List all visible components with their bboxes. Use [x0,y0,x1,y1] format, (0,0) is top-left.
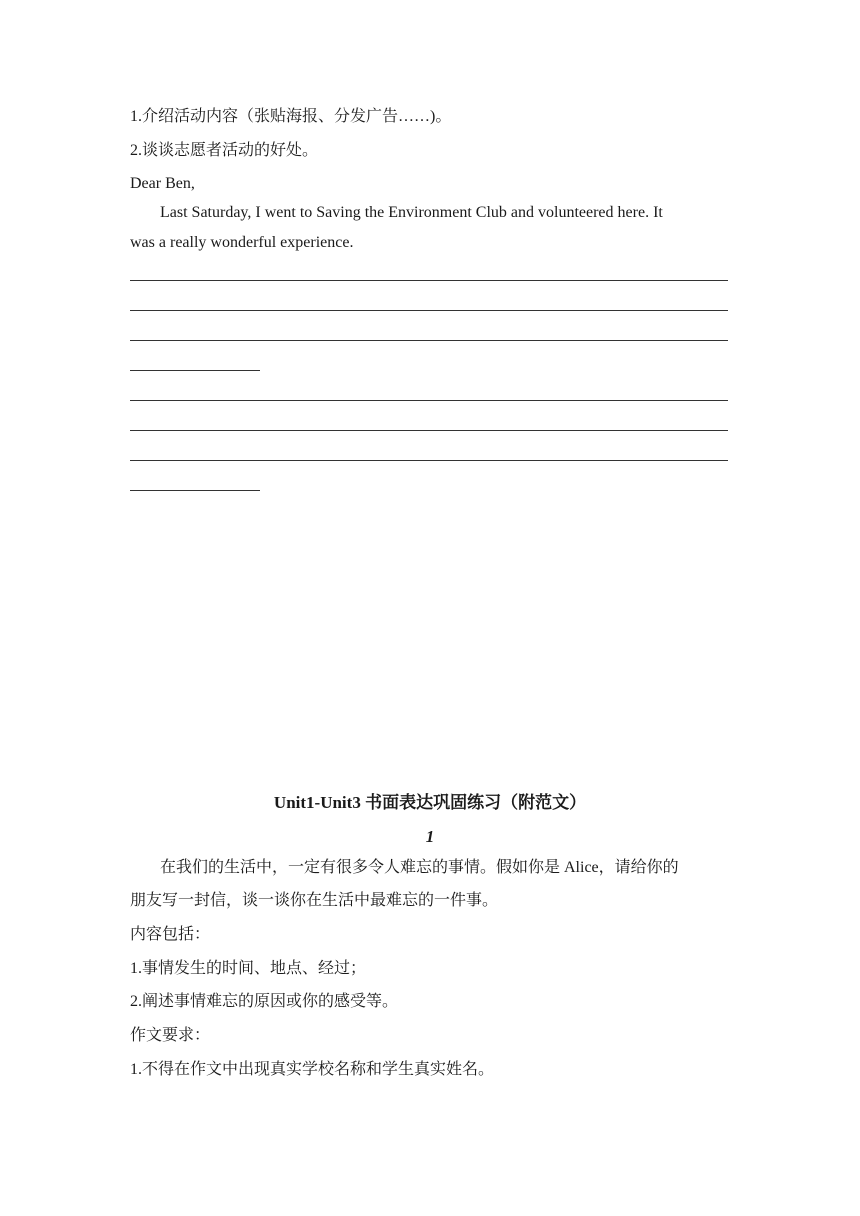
requirements-heading: 作文要求： [130,1027,211,1044]
writing-line [130,280,728,281]
writing-line-short [130,370,260,371]
point-2: 2.谈谈志愿者活动的好处。 [130,142,319,159]
salutation: Dear Ben, [130,175,195,192]
writing-line [130,460,728,461]
content-point-1: 1.事情发生的时间、地点、经过； [130,960,367,977]
writing-line [130,340,728,341]
exercise-number: 1 [425,827,435,846]
requirement-1: 1.不得在作文中出现真实学校名称和学生真实姓名。 [130,1061,495,1078]
writing-line-short [130,490,260,491]
writing-line [130,400,728,401]
content-heading: 内容包括： [130,926,211,943]
prompt-line-1: 在我们的生活中，一定有很多令人难忘的事情。假如你是 Alice，请给你的 [160,859,679,876]
opening-line-2: was a really wonderful experience. [130,234,354,251]
writing-line [130,430,728,431]
content-point-2: 2.阐述事情难忘的原因或你的感受等。 [130,993,399,1010]
opening-line-1: Last Saturday, I went to Saving the Environment Club and volunteered here. It [160,204,663,221]
section-title: Unit1-Unit3 书面表达巩固练习（附范文） [273,793,587,812]
writing-line [130,310,728,311]
point-1: 1.介绍活动内容（张贴海报、分发广告……)。 [130,108,452,125]
prompt-line-2: 朋友写一封信，谈一谈你在生活中最难忘的一件事。 [130,892,499,909]
